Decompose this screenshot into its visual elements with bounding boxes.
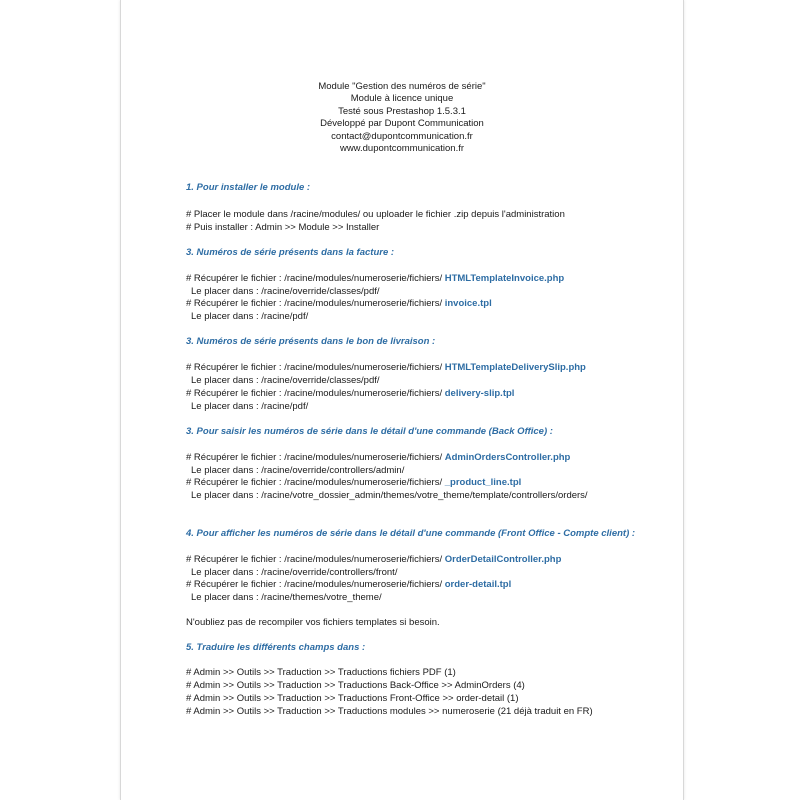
file-name: HTMLTemplateDeliverySlip.php	[444, 362, 586, 373]
instruction-line: # Puis installer : Admin >> Module >> Installer	[186, 222, 380, 233]
file-name: AdminOrdersController.php	[444, 452, 571, 463]
document-page	[120, 0, 684, 800]
instruction-line: # Admin >> Outils >> Traduction >> Traductions fichiers PDF (1)	[186, 667, 456, 678]
section-heading-install: 1. Pour installer le module :	[186, 182, 311, 193]
instruction-line: # Placer le module dans /racine/modules/ ou uploader le fichier .zip depuis l'administration	[186, 209, 565, 220]
instruction-line: # Récupérer le fichier : /racine/modules/numeroserie/fichiers/ OrderDetailController.php	[186, 554, 562, 565]
section-heading-front-office: 4. Pour afficher les numéros de série dans le détail d'une commande (Front Office - Compte client) :	[186, 528, 636, 539]
instruction-line: Le placer dans : /racine/pdf/	[191, 401, 309, 412]
section-heading-translations: 5. Traduire les différents champs dans :	[186, 642, 366, 653]
instruction-line: # Récupérer le fichier : /racine/modules/numeroserie/fichiers/ delivery-slip.tpl	[186, 388, 515, 399]
file-name: invoice.tpl	[444, 298, 492, 309]
instruction-line: Le placer dans : /racine/votre_dossier_admin/themes/votre_theme/template/controllers/orders/	[191, 490, 588, 501]
recompile-reminder: N'oubliez pas de recompiler vos fichiers templates si besoin.	[186, 617, 440, 628]
instruction-line: # Récupérer le fichier : /racine/modules/numeroserie/fichiers/ invoice.tpl	[186, 298, 492, 309]
instruction-line: # Récupérer le fichier : /racine/modules/numeroserie/fichiers/ AdminOrdersController.php	[186, 452, 571, 463]
instruction-line: # Admin >> Outils >> Traduction >> Traductions modules >> numeroserie (21 déjà traduit en FR)	[186, 706, 593, 717]
section-heading-invoice: 3. Numéros de série présents dans la facture :	[186, 247, 395, 258]
header-website: www.dupontcommunication.fr	[339, 143, 465, 155]
instruction-line: Le placer dans : /racine/override/classes/pdf/	[191, 286, 380, 297]
instruction-line: Le placer dans : /racine/pdf/	[191, 311, 309, 322]
header-contact-email: contact@dupontcommunication.fr	[331, 130, 473, 142]
instruction-line: # Récupérer le fichier : /racine/modules/numeroserie/fichiers/ order-detail.tpl	[186, 579, 512, 590]
header-tested-version: Testé sous Prestashop 1.5.3.1	[338, 105, 466, 117]
instruction-line: # Admin >> Outils >> Traduction >> Traductions Front-Office >> order-detail (1)	[186, 693, 519, 704]
header-license: Module à licence unique	[350, 93, 454, 105]
instruction-line: # Récupérer le fichier : /racine/modules/numeroserie/fichiers/ HTMLTemplateInvoice.php	[186, 273, 565, 284]
instruction-line: # Récupérer le fichier : /racine/modules/numeroserie/fichiers/ _product_line.tpl	[186, 477, 522, 488]
instruction-line: Le placer dans : /racine/themes/votre_theme/	[191, 592, 382, 603]
file-name: OrderDetailController.php	[444, 554, 562, 565]
section-heading-delivery-slip: 3. Numéros de série présents dans le bon de livraison :	[186, 336, 436, 347]
instruction-line: # Admin >> Outils >> Traduction >> Traductions Back-Office >> AdminOrders (4)	[186, 680, 525, 691]
header-module-name: Module "Gestion des numéros de série"	[318, 81, 486, 92]
file-name: order-detail.tpl	[444, 579, 512, 590]
file-name: _product_line.tpl	[444, 477, 522, 488]
instruction-line: Le placer dans : /racine/override/controllers/admin/	[191, 465, 405, 476]
header-developer: Développé par Dupont Communication	[320, 118, 484, 130]
document-header	[121, 81, 683, 155]
instruction-line: # Récupérer le fichier : /racine/modules/numeroserie/fichiers/ HTMLTemplateDeliverySlip.php	[186, 362, 586, 373]
file-name: delivery-slip.tpl	[444, 388, 515, 399]
instruction-line: Le placer dans : /racine/override/controllers/front/	[191, 567, 398, 578]
instruction-line: Le placer dans : /racine/override/classes/pdf/	[191, 375, 380, 386]
file-name: HTMLTemplateInvoice.php	[444, 273, 565, 284]
section-heading-back-office: 3. Pour saisir les numéros de série dans le détail d'une commande (Back Office) :	[186, 426, 553, 437]
